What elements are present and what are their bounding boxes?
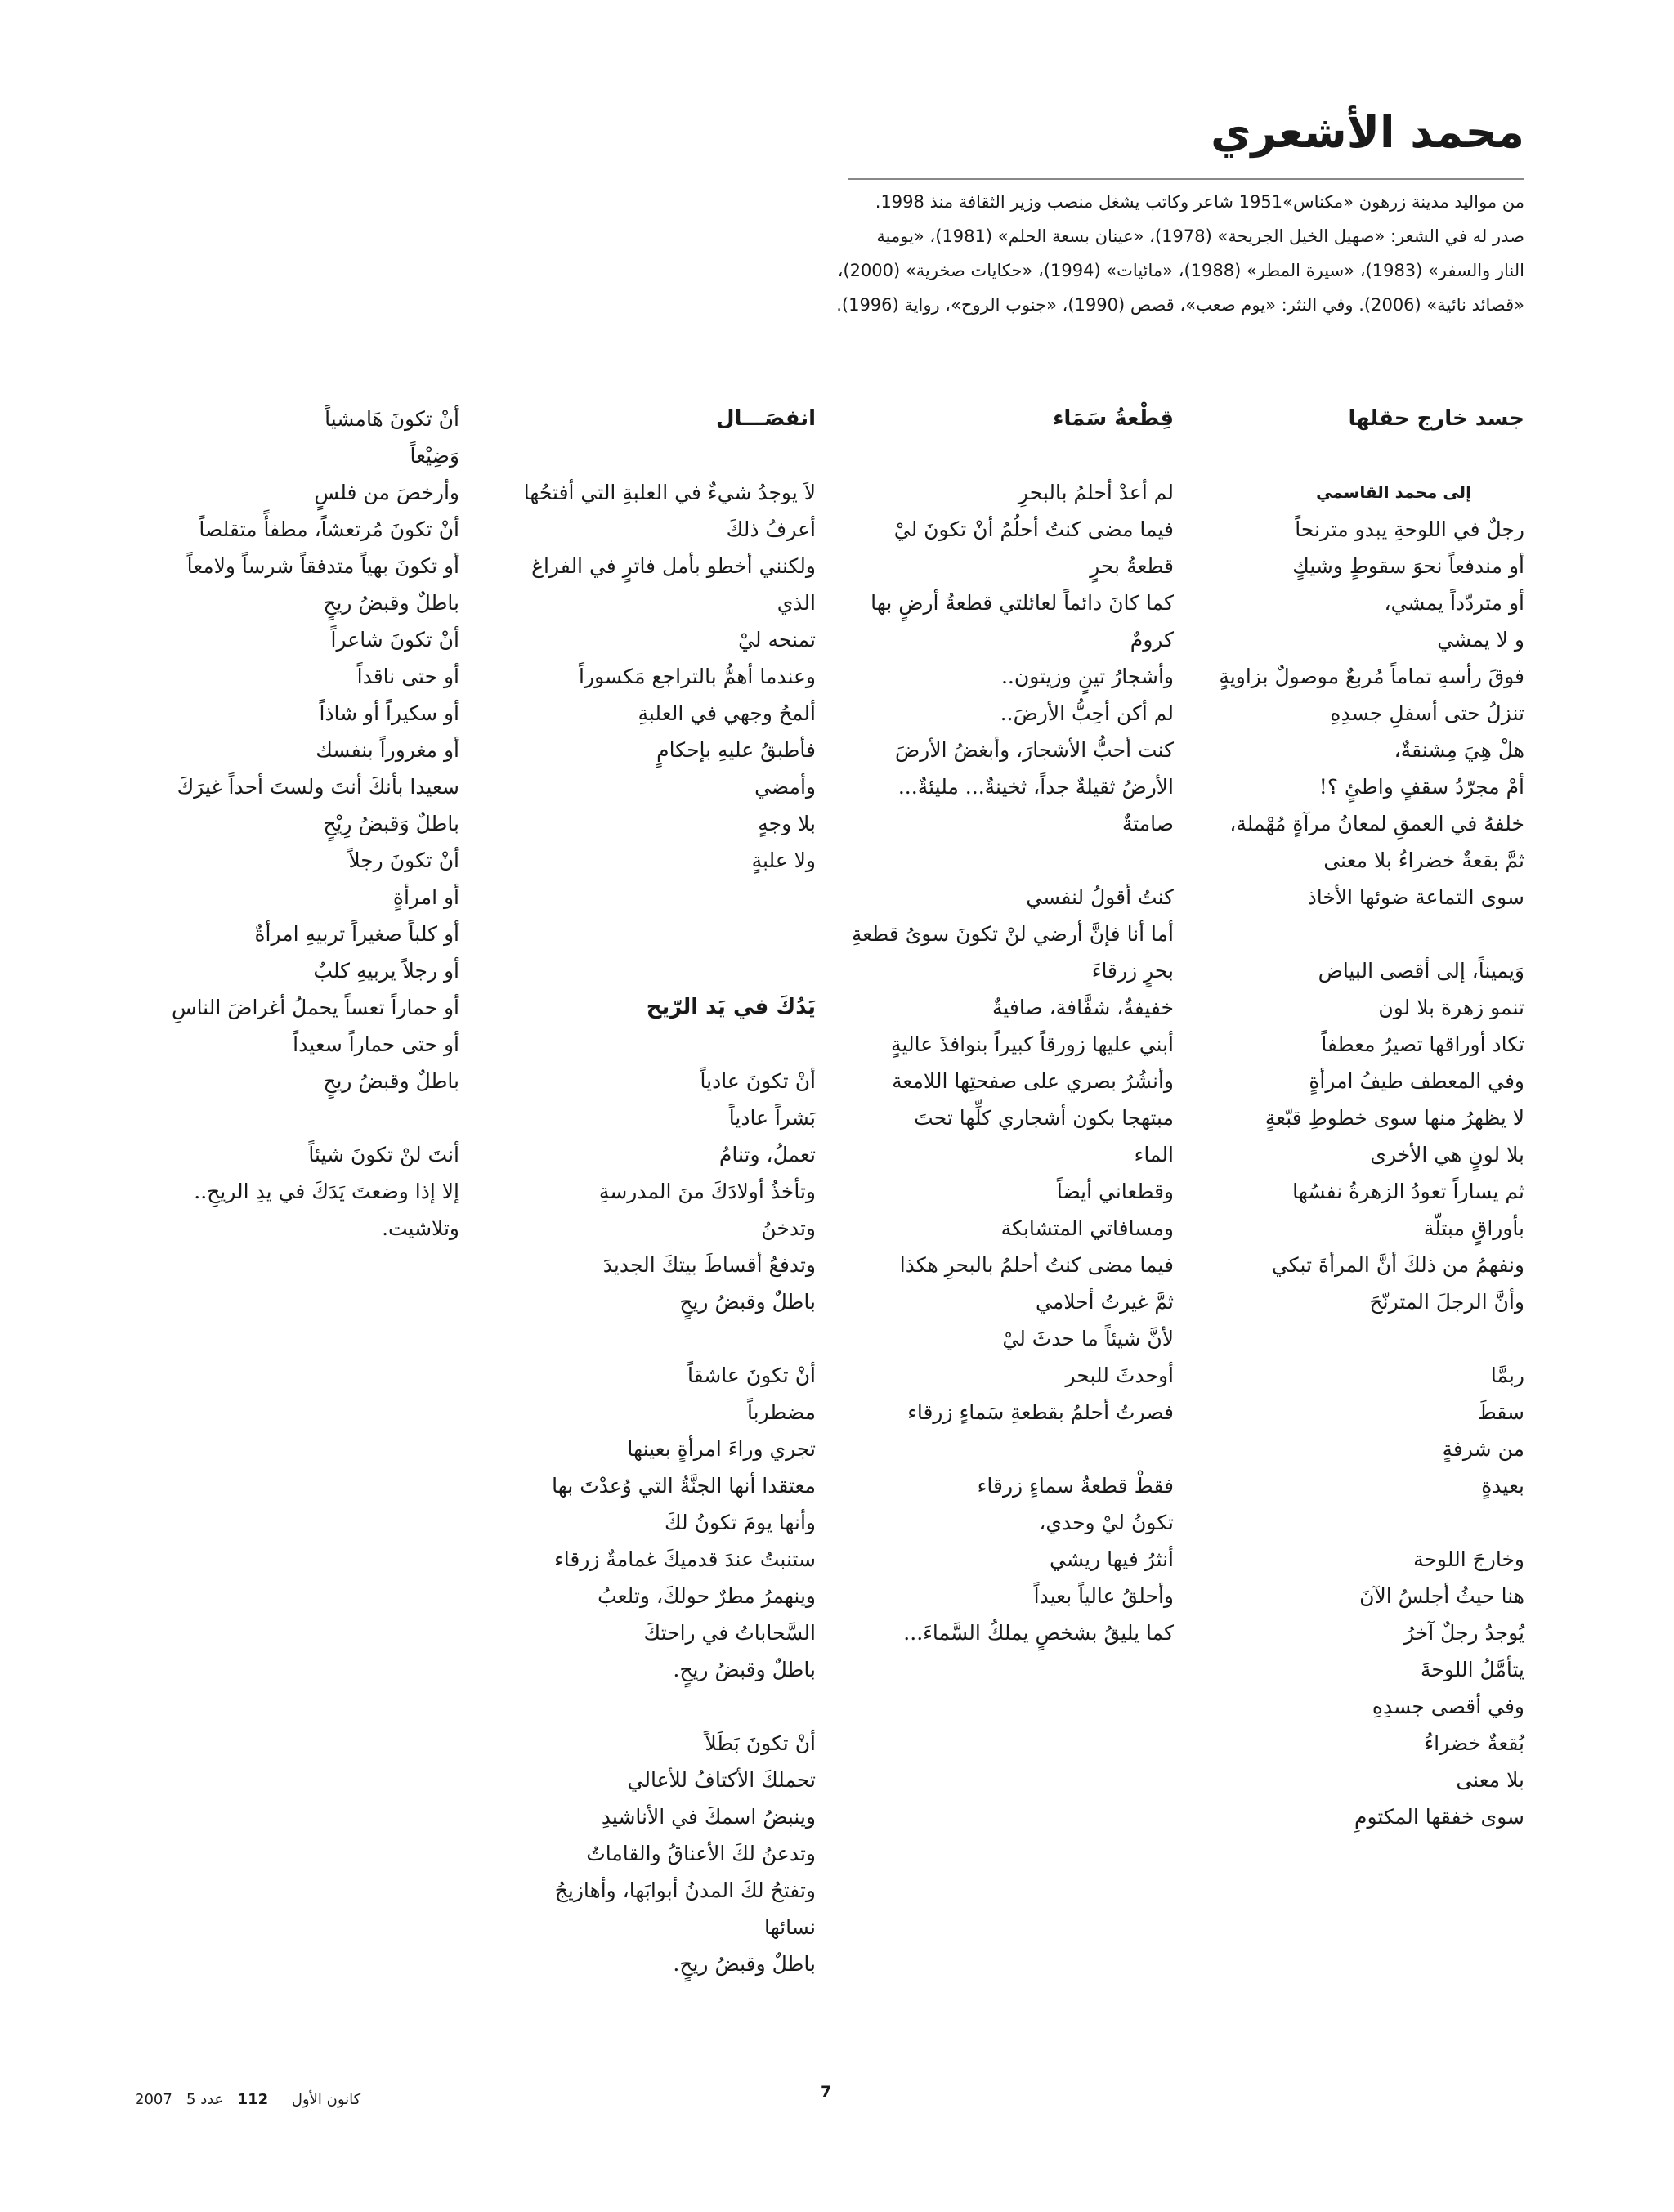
poem-line: تنمو زهرة بلا لون xyxy=(1378,996,1524,1019)
poem-line: وتدخنُ xyxy=(761,1216,816,1240)
poem-line: وينبضُ اسمكَ في الأناشيدِ xyxy=(601,1805,816,1829)
header-divider xyxy=(848,178,1524,180)
poem-line: تمنحه ليْ xyxy=(738,628,816,652)
bio-line: من مواليد مدينة زرهون «مكناس»1951 شاعر وكاتب يشغل منصب وزير الثقافة منذ 1998. xyxy=(875,192,1524,212)
poem-line: أوحدثَ للبحر xyxy=(1065,1363,1174,1387)
poem-line: تعملُ، وتنامُ xyxy=(718,1143,816,1166)
poem-line: خلفهُ في العمقِ لمعانُ مرآةٍ مُهْملة، xyxy=(1229,812,1524,835)
poem-line: أو سكيراً أو شاذاً xyxy=(319,701,459,725)
poem-line: السَّحاباتُ في راحتكَ xyxy=(643,1621,816,1645)
poem-line: كنت أحبُّ الأشجارَ، وأبغضُ الأرضَ xyxy=(895,738,1174,762)
bio-line: النار والسفر» (1983)، «سيرة المطر» (1988)، «مائيات» (1994)، «حكايات صخرية» (2000)، xyxy=(837,261,1524,280)
poem-line: وأنها يومَ تكونُ لكَ xyxy=(664,1511,816,1534)
poem-line: هنا حيثُ أجلسُ الآنَ xyxy=(1359,1584,1524,1608)
poem-line: أو امرأةٍ xyxy=(392,885,459,909)
stanza-break xyxy=(814,1431,1174,1467)
poem-line: وأشجارُ تينٍ وزيتون.. xyxy=(1000,665,1174,688)
poem-line: أنْ تكونَ هَامشياً xyxy=(325,407,459,431)
poem-lines xyxy=(132,401,459,1247)
poem-line: وفي المعطف طيفُ امرأةٍ xyxy=(1309,1069,1524,1093)
footer-date: 5 كانون الأول xyxy=(186,2091,361,2108)
poem-line: أعرفُ ذلكَ xyxy=(726,517,816,541)
poem-lines xyxy=(814,474,1174,1651)
poem-line: بأوراقٍ مبتلّة xyxy=(1423,1216,1524,1240)
poem-line: فوقَ رأسهِ تماماً مُربعٌ موصولٌ بزاويةٍ xyxy=(1219,665,1524,688)
poem-line: أما أنا فإنَّ أرضي لنْ تكونَ سوىُ قطعةِ xyxy=(851,922,1174,946)
poem-line: بلا لونٍ هي الأخرى xyxy=(1370,1143,1524,1166)
poem-line: أنْ تكونَ عاشقاً xyxy=(687,1363,816,1387)
footer-issue-label: عدد xyxy=(200,2091,224,2108)
page-number: 7 xyxy=(821,2083,832,2101)
bio-line: «قصائد نائية» (2006). وفي النثر: «يوم صعب»، قصص (1990)، «جنوب الروح»، رواية (1996). xyxy=(836,295,1524,315)
poem-line: بَشراً عادياً xyxy=(728,1106,816,1130)
poem-line: أنْ تكونَ عادياً xyxy=(700,1069,816,1093)
poem-line: تحملكَ الأكتافُ للأعالي xyxy=(627,1768,816,1792)
poem-line: بعيدةٍ xyxy=(1481,1474,1524,1498)
poem-column-3 xyxy=(456,401,816,1982)
poem-line: أو مغروراً بنفسك xyxy=(316,738,459,762)
poem-title: جسد خارج حقلها xyxy=(1348,406,1524,431)
poem-line: تنزلُ حتى أسفلِ جسدِهِ xyxy=(1330,701,1524,725)
footer-issue-number: 112 xyxy=(237,2091,269,2108)
poem-line: وقطعاني أيضاً xyxy=(1056,1180,1174,1203)
poem-line: وخارجَ اللوحة xyxy=(1413,1547,1524,1571)
poem-line: وَضِيْعاً xyxy=(410,444,459,468)
poem-line: أو متردّداً يمشي، xyxy=(1384,591,1524,615)
poem-qitat-sama xyxy=(814,401,1174,1651)
poem-line: فأطبقُ عليهِ بإحكامٍ xyxy=(656,738,816,762)
poem-line: تجري وراءَ امرأةٍ بعينها xyxy=(627,1437,816,1461)
poem-line: لم أكن أحِبُّ الأرضَ.. xyxy=(1000,701,1174,725)
poem-line: أو حتى ناقداً xyxy=(356,665,459,688)
stanza-break xyxy=(1214,1320,1524,1357)
poem-line: وتدفعُ أقساطَ بيتكَ الجديدَ xyxy=(602,1253,816,1277)
page-title: محمد الأشعري xyxy=(1211,106,1524,158)
poem-line: هلْ هِيَ مِشنقةٌ، xyxy=(1394,738,1524,762)
poem-line: من شرفةٍ xyxy=(1442,1437,1524,1461)
poem-line: باطلٌ وقبضُ ريحٍ. xyxy=(673,1952,816,1976)
poem-line: الأرضُ ثقيلةٌ جداً، ثخينةٌ... مليئةٌ... xyxy=(897,775,1174,799)
poem-line: بحرٍ زرقاءَ xyxy=(1091,959,1174,983)
poem-line: أو تكونَ بهياً متدفقاً شرساً ولامعاً xyxy=(186,554,459,578)
footer-year: 2007 xyxy=(135,2091,172,2108)
poem-lines xyxy=(456,1063,816,1982)
poem-line: وتلاشيت. xyxy=(382,1216,459,1240)
poem-line: تكونُ ليْ وحدي، xyxy=(1039,1511,1174,1534)
poem-line: معتقدا أنها الجنَّةُ التي وُعدْتَ بها xyxy=(552,1474,816,1498)
poem-line: ولكنني أخطو بأمل فاترٍ في الفراغ xyxy=(531,554,816,578)
poem-line: باطلٌ وقبضُ ريحٍ. xyxy=(673,1658,816,1681)
poem-line: باطلٌ وقبضُ ريحٍ xyxy=(679,1290,816,1314)
poem-lines xyxy=(1214,511,1524,1835)
poem-line: ألمحُ وجهي في العلبةِ xyxy=(638,701,816,725)
poem-line: باطلٌ وَقبضُ رِيْحٍ xyxy=(323,812,459,835)
poem-line: أو كلباً صغيراً تربيهِ امرأةٌ xyxy=(254,922,459,946)
poem-line: و لا يمشي xyxy=(1437,628,1524,652)
poem-continuation xyxy=(132,401,459,1247)
poem-line: ثمَّ غيرتُ أحلامي xyxy=(1036,1290,1174,1314)
poem-line: ولا علبةٍ xyxy=(751,849,816,872)
poem-line: نسائها xyxy=(764,1915,816,1939)
poem-line: أنتَ لنْ تكونَ شيئاً xyxy=(308,1143,459,1166)
poem-line: خفيفةٌ، شفَّافة، صافيةٌ xyxy=(991,996,1174,1019)
poem-line: ومسافاتي المتشابكة xyxy=(1000,1216,1174,1240)
poem-line: فيما مضى كنتُ أحلُمُ أنْ تكونَ ليْ xyxy=(893,517,1174,541)
poem-line: مبتهجا بكون أشجاري كلِّها تحتَ xyxy=(914,1106,1174,1130)
poem-line: رجلٌ في اللوحةِ يبدو مترنحاً xyxy=(1295,517,1524,541)
poem-line: سعيدا بأنكَ أنتَ ولستَ أحداً غيرَكَ xyxy=(177,775,459,799)
poem-jasad xyxy=(1214,401,1524,1835)
poem-line: ثم يساراً تعودُ الزهرةُ نفسُها xyxy=(1292,1180,1524,1203)
poem-line: صامتةٌ xyxy=(1121,812,1174,835)
poem-line: تكاد أوراقها تصيرُ معطفاً xyxy=(1321,1032,1524,1056)
poem-title: يَدُكَ في يَد الرّيح xyxy=(646,995,816,1019)
poem-line: وفي أقصى جسدِهِ xyxy=(1372,1695,1524,1718)
poem-line: وأمضي xyxy=(754,775,816,799)
poem-line: وَيميناً، إلى أقصى البياض xyxy=(1318,959,1524,983)
poem-title: قِطْعةُ سَمَاء xyxy=(1053,406,1174,431)
author-bio xyxy=(836,185,1524,322)
poem-line: وتفتحُ لكَ المدنُ أبوابَها، وأهازيجُ xyxy=(554,1878,816,1902)
poem-line: مضطرباً xyxy=(747,1400,816,1424)
poem-line: الماء xyxy=(1134,1143,1174,1166)
poem-line: أبني عليها زورقاً كبيراً بنوافذَ عاليةٍ xyxy=(891,1032,1174,1056)
poem-line: فقطْ قطعةُ سماءٍ زرقاء xyxy=(977,1474,1174,1498)
poem-line: باطلٌ وقبضُ ريحٍ xyxy=(323,1069,459,1093)
stanza-break xyxy=(456,1688,816,1725)
poem-line: وأنَّ الرجلَ المترنّحَ xyxy=(1369,1290,1524,1314)
poem-title: انفصَـــال xyxy=(716,406,816,431)
poem-line: أنْ تكونَ بَطَلاً xyxy=(705,1731,816,1755)
poem-line: كما يليقُ بشخصٍ يملكُ السَّماءَ... xyxy=(903,1621,1174,1645)
stanza-break xyxy=(1214,1504,1524,1541)
poem-line: كنتُ أقولُ لنفسي xyxy=(1026,885,1174,909)
poem-line: لا يظهرُ منها سوى خطوطِ قبّعةٍ xyxy=(1264,1106,1524,1130)
poem-line: الذي xyxy=(777,591,816,615)
poem-line: سوى التماعة ضوئها الأخاذ xyxy=(1307,885,1524,909)
poem-line: لاَ يوجدُ شيءٌ في العلبةِ التي أفتحُها xyxy=(523,481,816,504)
poem-dedication: إلى محمد القاسمي xyxy=(1316,482,1471,502)
bio-line: صدر له في الشعر: «صهيل الخيل الجريحة» (1978)، «عينان بسعة الحلم» (1981)، «يومية xyxy=(876,226,1524,246)
poem-line: كما كانَ دائماً لعائلتي قطعةُ أرضٍ بها xyxy=(871,591,1174,615)
poem-line: ربمَّا xyxy=(1490,1363,1524,1387)
stanza-break xyxy=(1214,916,1524,952)
poem-line: ستنبتُ عندَ قدميكَ غمامةٌ زرقاء xyxy=(554,1547,816,1571)
footer-issue-info xyxy=(135,2091,360,2108)
poem-line: وأنشُرُ بصري على صفحتِها اللامعة xyxy=(892,1069,1174,1093)
poem-line: ونفهمُ من ذلكَ أنَّ المرأةَ تبكي xyxy=(1271,1253,1524,1277)
poem-line: ثمَّ بقعةٌ خضراءُ بلا معنى xyxy=(1323,849,1524,872)
poem-line: فصرتُ أحلمُ بقطعةِ سَماءٍ زرقاء xyxy=(907,1400,1174,1424)
poem-line: أنْ تكونَ رجلاً xyxy=(348,849,459,872)
poem-line: وتأخذُ أولادَكَ منَ المدرسةِ xyxy=(598,1180,816,1203)
poem-line: فيما مضى كنتُ أحلمُ بالبحرِ هكذا xyxy=(899,1253,1174,1277)
poem-line: سقطَ xyxy=(1477,1400,1524,1424)
poem-line: أمْ مجرّدُ سقفٍ واطئٍ ؟! xyxy=(1318,775,1524,799)
poem-lines xyxy=(456,474,816,879)
poem-line: أو حتى حماراً سعيداً xyxy=(293,1032,459,1056)
poem-line: باطلٌ وقبضُ ريحٍ xyxy=(323,591,459,615)
stanza-break xyxy=(132,1099,459,1136)
poem-line: سوى خفقها المكتومِ xyxy=(1354,1805,1524,1829)
poem-line: وأرخصَ من فلسٍ xyxy=(314,481,459,504)
poem-line: أو مندفعاً نحوَ سقوطٍ وشيكٍ xyxy=(1292,554,1524,578)
poem-line: وعندما أهمُّ بالتراجع مَكسوراً xyxy=(579,665,816,688)
poem-line: أو رجلاً يربيهِ كلبٌ xyxy=(313,959,459,983)
poem-line: يُوجدُ رجلٌ آخرُ xyxy=(1404,1621,1524,1645)
poem-line: إلا إذا وضعتَ يَدَكَ في يدِ الريحِ.. xyxy=(194,1180,459,1203)
poem-line: قطعةُ بحرٍ xyxy=(1090,554,1174,578)
stanza-break xyxy=(456,1320,816,1357)
poem-line: بلا وجهٍ xyxy=(758,812,816,835)
poem-line: أنْ تكونَ شاعراً xyxy=(330,628,459,652)
stanza-break xyxy=(814,842,1174,879)
poem-line: بُقعةٌ خضراءُ xyxy=(1424,1731,1524,1755)
poem-line: أنْ تكونَ مُرتعشاً، مطفأً متقلصاً xyxy=(199,517,459,541)
poem-line: أنثرُ فيها ريشي xyxy=(1050,1547,1174,1571)
poem-line: أو حماراً تعساً يحملُ أغراضَ الناسِ xyxy=(172,996,459,1019)
poem-line: لم أعدْ أحلمُ بالبحرِ xyxy=(1018,481,1174,504)
poem-line: كرومٌ xyxy=(1130,628,1174,652)
poem-line: وينهمرُ مطرٌ حولكَ، وتلعبُ xyxy=(598,1584,816,1608)
poem-line: يتأمَّلُ اللوحةَ xyxy=(1420,1658,1524,1681)
poem-line: وأحلقُ عالياً بعيداً xyxy=(1033,1584,1174,1608)
poem-line: وتدعنُ لكَ الأعناقُ والقاماتُ xyxy=(586,1842,816,1865)
poem-line: بلا معنى xyxy=(1456,1768,1524,1792)
poem-line: لأنَّ شيئاً ما حدثَ ليْ xyxy=(1002,1327,1174,1350)
